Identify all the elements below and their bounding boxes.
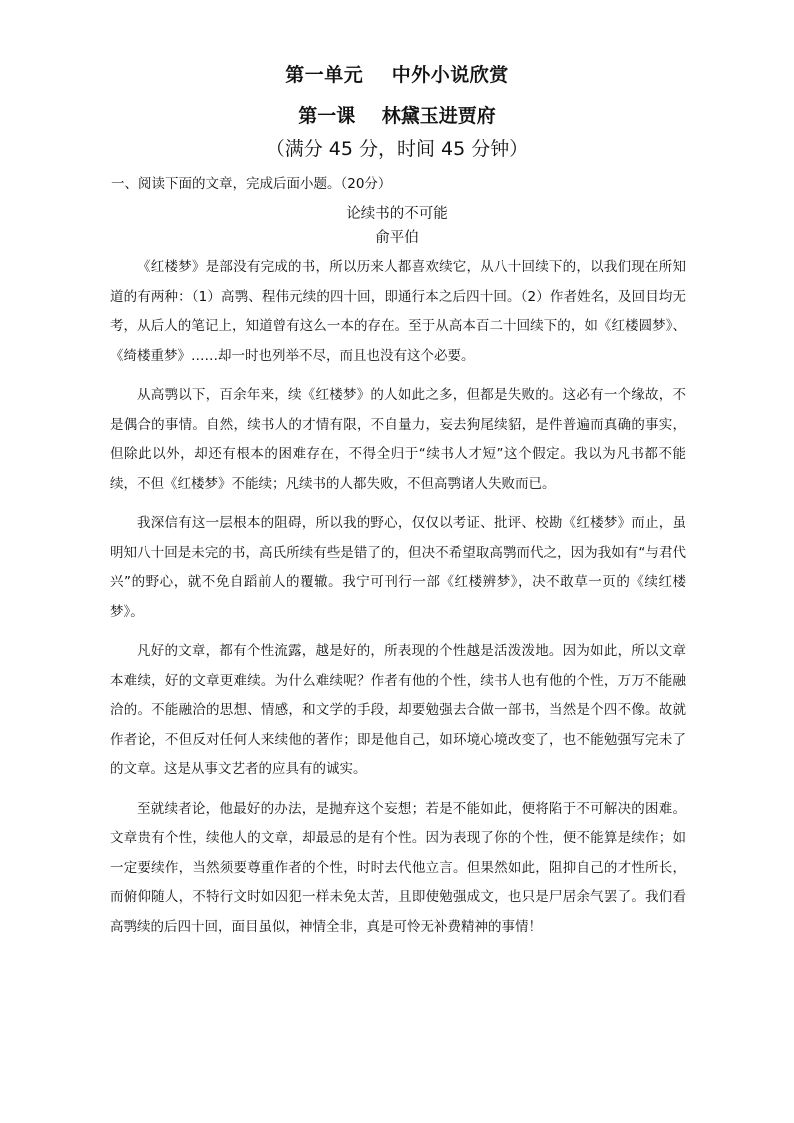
exam-info: （满分 45 分，时间 45 分钟） (265, 138, 529, 160)
article-title: 论续书的不可能 (346, 206, 448, 222)
article-body (110, 253, 686, 952)
article-paragraph: 至就续者论，他最好的办法，是抛弃这个妄想；若是不能如此，便将陷于不可解决的困难。文章贵有个性，续他人的文章，却最忌的是有个性。因为表现了你的个性，便不能算是续作；如一定要续作，当然须要尊重作者的个性，时时去代他立言。但果然如此，阻抑自己的才性所长，而俯仰随人，不特行文时如囚犯一样未免太苦，且即使勉强成文，也只是尸居余气罢了。我们看高鹗续的后四十回，面目虽似，神情全非，真是可怜无补费精神的事情！ (110, 800, 686, 935)
lesson-title: 第一课 林黛玉进贾府 (298, 105, 496, 127)
article-paragraph: 凡好的文章，都有个性流露，越是好的，所表现的个性越是活泼泼地。因为如此，所以文章本难续，好的文章更难续。为什么难续呢？作者有他的个性，续书人也有他的个性，万万不能融洽的。不能融洽的思想、情感，和文学的手段，却要勉强去合做一部书，当然是个四不像。故就作者论，不但反对任何人来续他的著作；即是他自己，如环境心境改变了，也不能勉强写完未了的文章。这是从事文艺者的应具有的诚实。 (110, 643, 686, 777)
article-paragraph: 从高鹗以下，百余年来，续《红楼梦》的人如此之多，但都是失败的。这必有一个缘故，不是偶合的事情。自然，续书人的才情有限，不自量力，妄去狗尾续貂，是件普遍而真确的事实，但除此以外，却还有根本的困难存在，不得全归于“续书人才短”这个假定。我以为凡书都不能续，不但《红楼梦》不能续；凡续书的人都失败，不但高鹗诸人失败而已。 (110, 387, 686, 492)
unit-title: 第一单元 中外小说欣赏 (285, 64, 509, 86)
article-paragraph: 《红楼梦》是部没有完成的书，所以历来人都喜欢续它，从八十回续下的，以我们现在所知道的有两种：（1）高鹗、程伟元续的四十回，即通行本之后四十回。（2）作者姓名，及回目均无考，从后人的笔记上，知道曾有这么一本的存在。至于从高本百二十回续下的，如《红楼圆梦》、《绮楼重梦》……却一时也列举不尽，而且也没有这个必要。 (110, 259, 686, 364)
article-paragraph: 我深信有这一层根本的阻碍，所以我的野心，仅仅以考证、批评、校勘《红楼梦》而止，虽明知八十回是未完的书，高氏所续有些是错了的，但决不希望取高鹗而代之，因为我如有“与君代兴”的野心，就不免自蹈前人的覆辙。我宁可刊行一部《红楼辨梦》，决不敢草一页的《续红楼梦》。 (110, 515, 686, 620)
question-prompt: 一、阅读下面的文章，完成后面小题。（20分） (111, 176, 392, 192)
article-author: 俞平伯 (375, 230, 419, 246)
